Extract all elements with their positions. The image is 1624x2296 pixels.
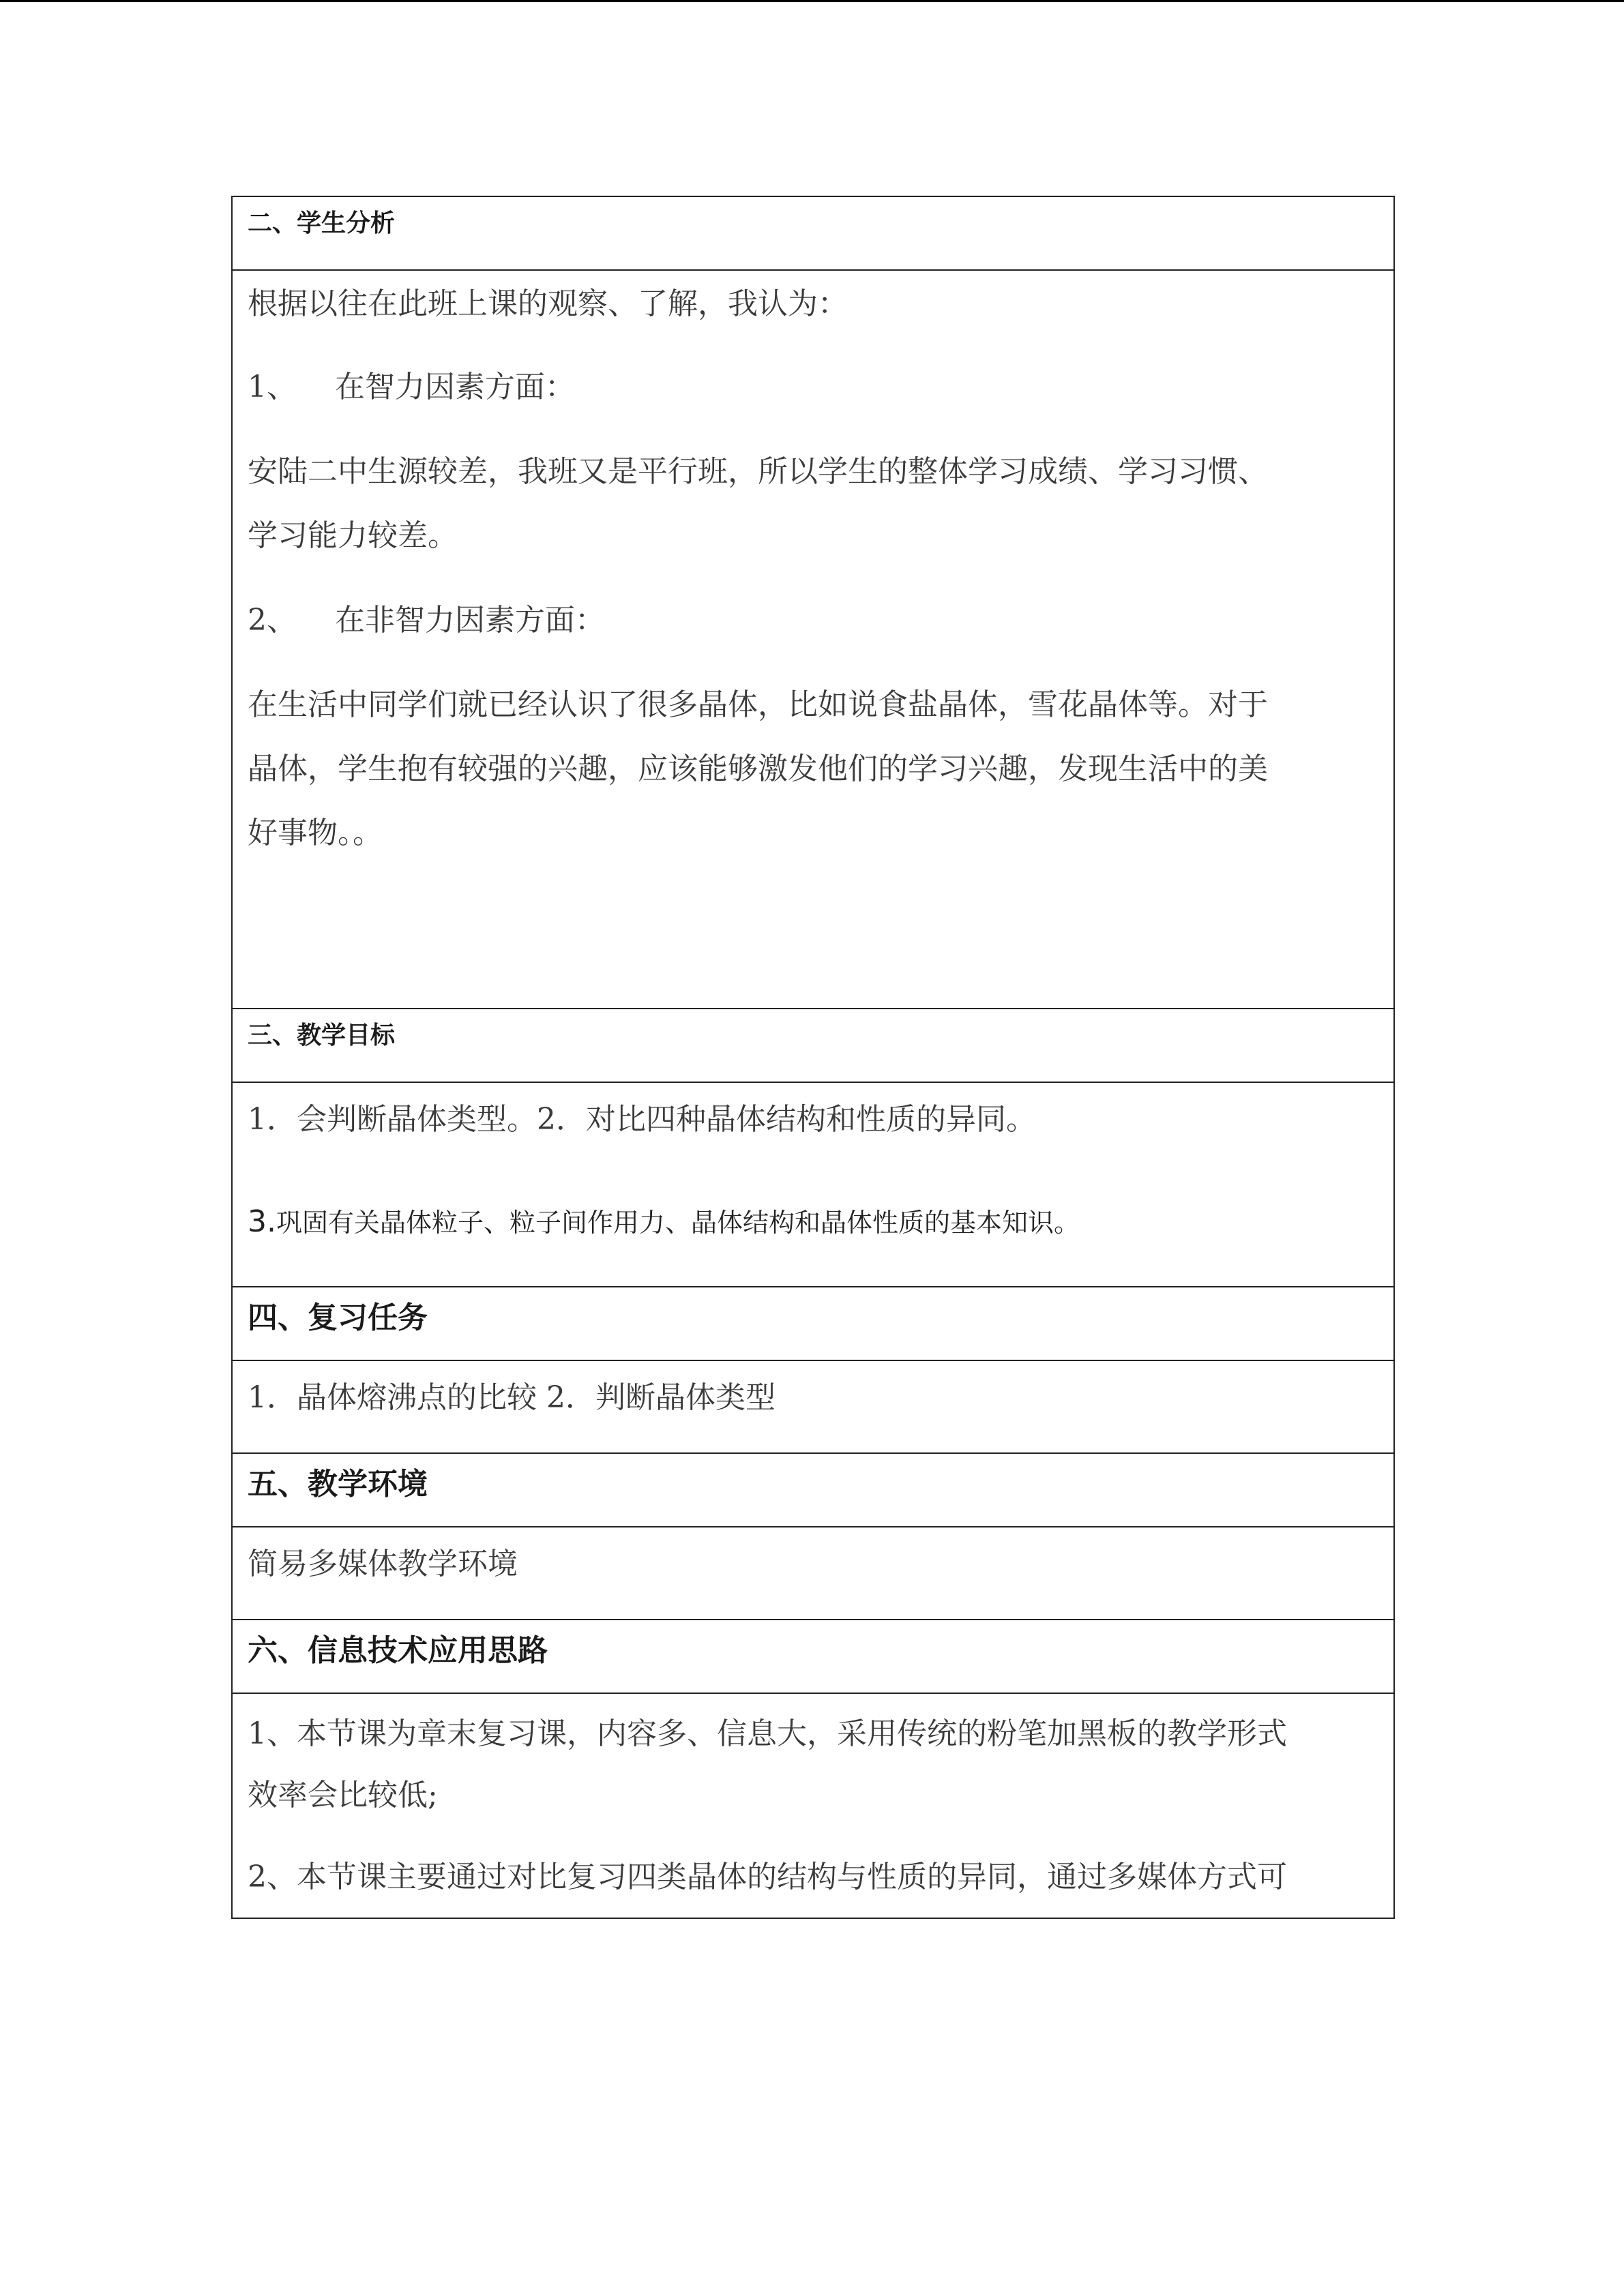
- section-header-review-tasks: [232, 1287, 1394, 1360]
- section-title: 六、信息技术应用思路: [248, 1633, 548, 1668]
- section-title: 五、教学环境: [248, 1467, 428, 1502]
- paragraph-line: 好事物。。: [248, 816, 383, 850]
- section-body-student-analysis: [232, 270, 1394, 1009]
- section-header-it-application: [232, 1620, 1394, 1693]
- section-body-review-tasks: [232, 1360, 1394, 1453]
- section-body-teaching-goals: [232, 1082, 1394, 1287]
- paragraph-line: 效率会比较低;: [248, 1778, 438, 1813]
- goal-line: 1．会判断晶体类型。2．对比四种晶体结构和性质的异同。: [248, 1102, 1036, 1137]
- section-header-teaching-goals: [232, 1009, 1394, 1082]
- section-title: 三、教学目标: [248, 1022, 396, 1049]
- environment-line: 简易多媒体教学环境: [248, 1547, 518, 1581]
- section-header-student-analysis: [232, 196, 1394, 270]
- intro-text: 根据以往在此班上课的观察、了解，我认为：: [248, 286, 848, 321]
- item-label: 2、 在非智力因素方面：: [248, 603, 605, 638]
- section-body-teaching-environment: [232, 1527, 1394, 1620]
- section-title: 二、学生分析: [248, 209, 396, 237]
- section-title: 四、复习任务: [248, 1300, 428, 1335]
- paragraph-line: 1、本节课为章末复习课，内容多、信息大，采用传统的粉笔加黑板的教学形式: [248, 1716, 1287, 1751]
- paragraph-line: 2、本节课主要通过对比复习四类晶体的结构与性质的异同，通过多媒体方式可: [248, 1860, 1287, 1894]
- section-header-teaching-environment: [232, 1453, 1394, 1527]
- goal-number: 3.: [248, 1204, 276, 1239]
- task-line: 1．晶体熔沸点的比较 2．判断晶体类型: [248, 1380, 776, 1415]
- lesson-plan-table: [231, 196, 1395, 1919]
- section-body-it-application: [232, 1693, 1394, 1918]
- goal-text: 巩固有关晶体粒子、粒子间作用力、晶体结构和晶体性质的基本知识。: [276, 1208, 1080, 1238]
- paragraph-line: 学习能力较差。: [248, 518, 458, 553]
- paragraph-line: 安陆二中生源较差，我班又是平行班，所以学生的整体学习成绩、学习习惯、: [248, 454, 1268, 489]
- paragraph-line: 晶体，学生抱有较强的兴趣，应该能够激发他们的学习兴趣，发现生活中的美: [248, 751, 1268, 786]
- goal-line: [248, 1195, 1378, 1250]
- item-label: 1、 在智力因素方面：: [248, 370, 575, 404]
- paragraph-line: 在生活中同学们就已经认识了很多晶体，比如说食盐晶体，雪花晶体等。对于: [248, 687, 1268, 722]
- page-top-border: [0, 0, 1624, 2]
